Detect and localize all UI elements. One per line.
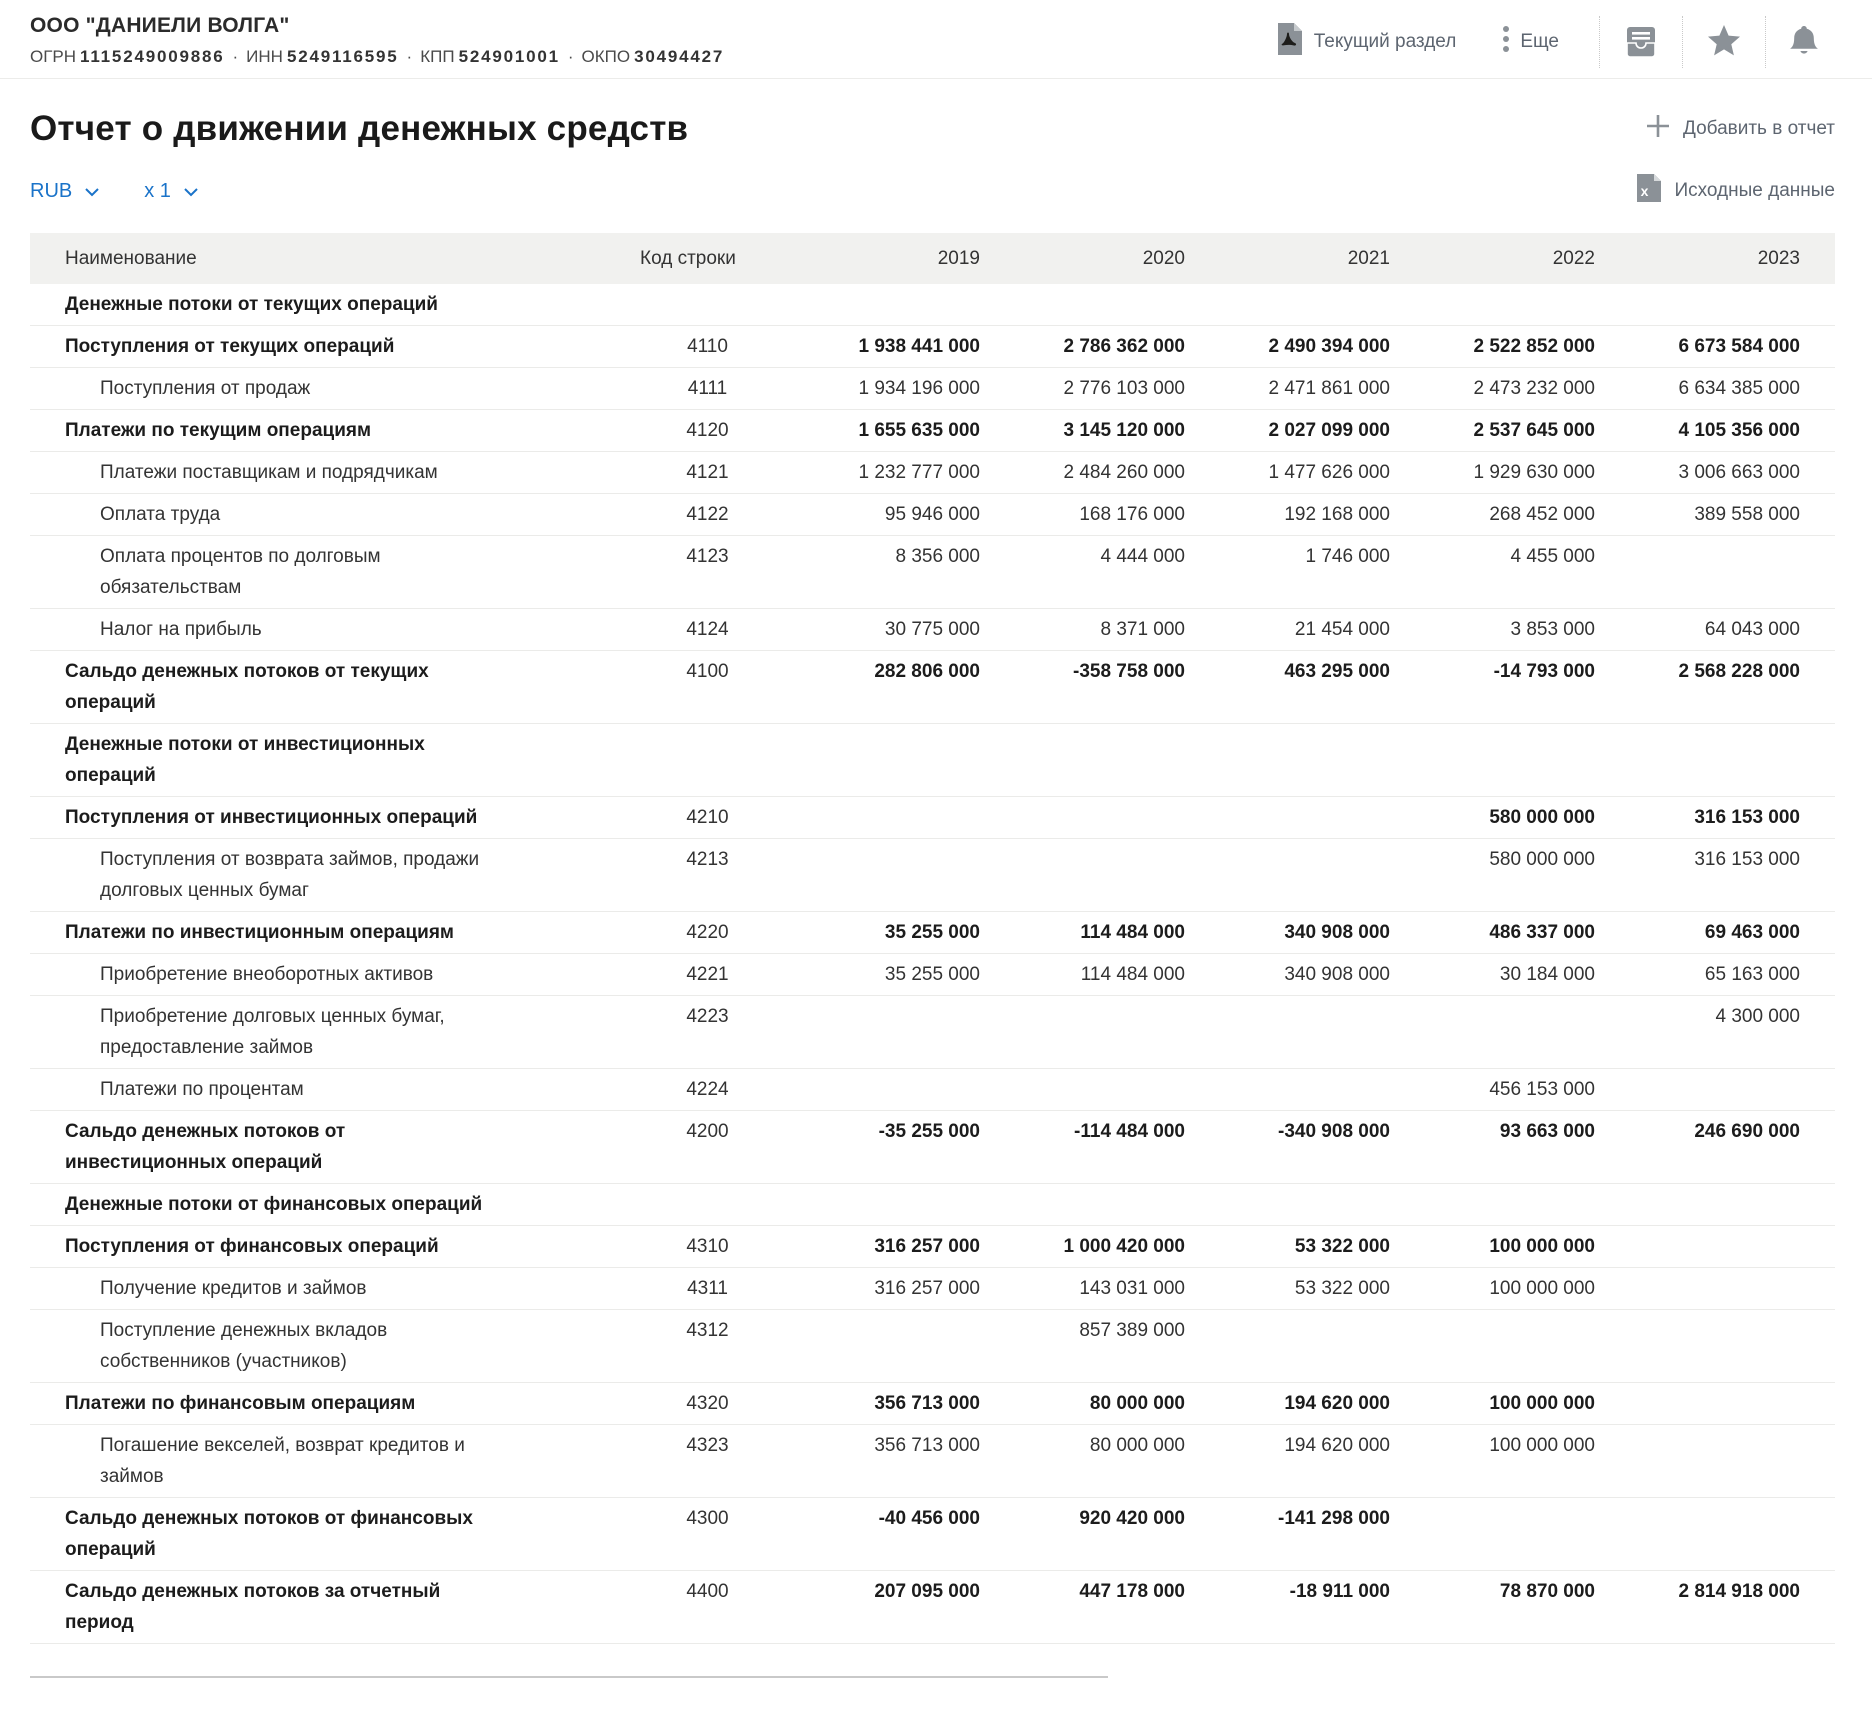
row-value: -358 758 000 [1073, 661, 1185, 682]
row-value: -40 456 000 [878, 1508, 980, 1529]
row-value: 1 232 777 000 [858, 462, 980, 483]
row-value: 8 371 000 [1100, 619, 1185, 640]
row-value: 2 490 394 000 [1268, 336, 1390, 357]
row-value: 114 484 000 [1080, 964, 1185, 985]
registry-value: 30494427 [634, 47, 725, 66]
table-row [30, 368, 1835, 410]
table-row [30, 410, 1835, 452]
row-name: Денежные потоки от текущих операций [65, 294, 438, 315]
row-value: 389 558 000 [1694, 504, 1800, 525]
table-row [30, 651, 1835, 724]
row-name: Платежи поставщикам и подрядчикам [100, 462, 438, 483]
add-to-report-label: Добавить в отчет [1682, 118, 1835, 139]
row-value: 356 713 000 [874, 1393, 980, 1414]
row-name: Денежные потоки от финансовых операций [65, 1194, 483, 1215]
multiplier-value: x 1 [144, 179, 171, 202]
row-code: 4122 [686, 504, 729, 525]
row-name: Получение кредитов и займов [100, 1278, 367, 1299]
row-code: 4221 [686, 964, 729, 985]
column-header-year: 2023 [1757, 248, 1800, 269]
row-value: 340 908 000 [1284, 922, 1390, 943]
row-value: 69 463 000 [1704, 922, 1800, 943]
partial-divider [30, 1676, 1108, 1678]
excel-file-icon [1636, 173, 1662, 209]
row-name: Приобретение внеоборотных активов [100, 964, 434, 985]
row-code: 4320 [686, 1393, 729, 1414]
table-row [30, 839, 1835, 912]
row-name: Оплата процентов по долговым обязательствам [100, 546, 381, 598]
row-value: 340 908 000 [1284, 964, 1390, 985]
table-row [30, 1425, 1835, 1498]
bell-icon [1789, 24, 1819, 61]
chevron-down-icon [183, 180, 199, 203]
row-value: 268 452 000 [1489, 504, 1595, 525]
bell-button[interactable] [1766, 18, 1842, 66]
company-header [30, 14, 724, 67]
registry-label: ИНН [246, 47, 283, 66]
plus-icon [1645, 113, 1671, 145]
row-value: 100 000 000 [1489, 1393, 1595, 1414]
row-name: Поступления от финансовых операций [65, 1236, 439, 1257]
row-value: 93 663 000 [1499, 1121, 1595, 1142]
table-rows [30, 284, 1835, 1644]
table-row [30, 1383, 1835, 1425]
table-row [30, 1268, 1835, 1310]
multiplier-dropdown[interactable] [144, 180, 199, 203]
row-value: 2 471 861 000 [1268, 378, 1390, 399]
row-name: Платежи по процентам [100, 1079, 304, 1100]
row-value: 316 257 000 [874, 1236, 980, 1257]
row-code: 4312 [686, 1320, 729, 1341]
column-header-year: 2022 [1552, 248, 1595, 269]
column-header-year: 2020 [1142, 248, 1185, 269]
row-value: 6 634 385 000 [1678, 378, 1800, 399]
table-row [30, 609, 1835, 651]
row-value: 1 929 630 000 [1473, 462, 1595, 483]
row-code: 4220 [686, 922, 729, 943]
row-value: 6 673 584 000 [1678, 336, 1800, 357]
row-name: Платежи по инвестиционным операциям [65, 922, 454, 943]
table-row [30, 912, 1835, 954]
table-controls [30, 180, 199, 203]
table-row [30, 326, 1835, 368]
row-code: 4121 [686, 462, 729, 483]
star-button[interactable] [1683, 18, 1765, 66]
table-row [30, 954, 1835, 996]
row-name: Сальдо денежных потоков от текущих операций [65, 661, 429, 713]
company-name: ООО "ДАНИЕЛИ ВОЛГА" [30, 14, 290, 37]
table-row [30, 1069, 1835, 1111]
row-value: 80 000 000 [1089, 1393, 1185, 1414]
row-name: Поступления от возврата займов, продажи долговых ценных бумаг [100, 849, 480, 901]
row-value: 194 620 000 [1284, 1435, 1390, 1456]
row-code: 4323 [686, 1435, 729, 1456]
row-name: Оплата труда [100, 504, 221, 525]
table-row [30, 1310, 1835, 1383]
row-code: 4210 [686, 807, 729, 828]
row-code: 4213 [686, 849, 729, 870]
row-value: 2 776 103 000 [1063, 378, 1185, 399]
row-value: 3 006 663 000 [1678, 462, 1800, 483]
row-value: 2 786 362 000 [1063, 336, 1185, 357]
row-value: 2 568 228 000 [1678, 661, 1800, 682]
row-code: 4400 [686, 1581, 729, 1602]
row-value: 282 806 000 [874, 661, 980, 682]
current-section-pdf-button[interactable] [1260, 22, 1471, 62]
separator: · [406, 47, 413, 66]
row-value: 316 153 000 [1694, 807, 1800, 828]
row-value: 192 168 000 [1284, 504, 1390, 525]
row-name: Платежи по текущим операциям [65, 420, 372, 441]
row-value: 194 620 000 [1284, 1393, 1390, 1414]
row-value: 168 176 000 [1079, 504, 1185, 525]
registry-label: ОГРН [30, 47, 77, 66]
section-row [30, 284, 1835, 326]
topbar-actions [1260, 14, 1842, 70]
row-value: 2 814 918 000 [1678, 1581, 1800, 1602]
row-value: 2 522 852 000 [1473, 336, 1595, 357]
table-row [30, 1226, 1835, 1268]
row-value: 53 322 000 [1294, 1236, 1390, 1257]
row-value: 65 163 000 [1704, 964, 1800, 985]
row-value: -114 484 000 [1074, 1121, 1185, 1142]
row-value: 456 153 000 [1489, 1079, 1595, 1100]
row-value: 857 389 000 [1079, 1320, 1185, 1341]
column-header-name: Наименование [65, 248, 197, 269]
row-value: 100 000 000 [1489, 1236, 1595, 1257]
row-value: 2 027 099 000 [1268, 420, 1390, 441]
row-code: 4200 [686, 1121, 729, 1142]
table-row [30, 536, 1835, 609]
row-value: -340 908 000 [1278, 1121, 1390, 1142]
row-code: 4311 [687, 1278, 728, 1299]
row-code: 4223 [686, 1006, 729, 1027]
row-value: 8 356 000 [895, 546, 980, 567]
source-data-button[interactable] [1636, 173, 1835, 209]
row-name: Денежные потоки от инвестиционных операций [65, 734, 425, 786]
row-name: Поступления от продаж [100, 378, 311, 399]
separator: · [232, 47, 239, 66]
row-code: 4224 [686, 1079, 729, 1100]
row-value: 35 255 000 [884, 922, 980, 943]
add-to-report-button[interactable] [1645, 113, 1835, 145]
row-value: 2 473 232 000 [1473, 378, 1595, 399]
table-header [30, 233, 1835, 284]
row-value: -141 298 000 [1278, 1508, 1390, 1529]
row-value: -14 793 000 [1493, 661, 1595, 682]
table-row [30, 1111, 1835, 1184]
table-row [30, 1498, 1835, 1571]
title-row [0, 79, 1872, 149]
section-row [30, 1184, 1835, 1226]
row-name: Поступление денежных вкладов собственников (участников) [100, 1320, 388, 1372]
row-name: Налог на прибыль [100, 619, 262, 640]
row-value: 4 455 000 [1510, 546, 1595, 567]
row-name: Приобретение долговых ценных бумаг, предоставление займов [100, 1006, 445, 1058]
row-value: 1 746 000 [1305, 546, 1390, 567]
row-name: Поступления от текущих операций [65, 336, 395, 357]
row-value: 143 031 000 [1079, 1278, 1185, 1299]
currency-dropdown[interactable] [30, 180, 100, 203]
table-row [30, 797, 1835, 839]
row-value: 1 938 441 000 [858, 336, 980, 357]
row-value: 356 713 000 [874, 1435, 980, 1456]
row-name: Платежи по финансовым операциям [65, 1393, 416, 1414]
row-value: 1 000 420 000 [1063, 1236, 1185, 1257]
controls-row [0, 149, 1872, 233]
row-name: Сальдо денежных потоков от инвестиционных операций [65, 1121, 346, 1173]
more-label: Еще [1520, 31, 1559, 52]
table-row [30, 996, 1835, 1069]
row-code: 4310 [686, 1236, 729, 1257]
inbox-icon [1623, 25, 1659, 60]
row-value: 316 257 000 [874, 1278, 980, 1299]
row-value: 53 322 000 [1294, 1278, 1390, 1299]
inbox-button[interactable] [1600, 18, 1682, 66]
registry-label: КПП [420, 47, 455, 66]
row-name: Сальдо денежных потоков от финансовых операций [65, 1508, 473, 1560]
column-header-code: Код строки [640, 248, 736, 269]
row-value: -18 911 000 [1289, 1581, 1390, 1602]
row-value: 95 946 000 [884, 504, 980, 525]
row-name: Поступления от инвестиционных операций [65, 807, 478, 828]
row-value: 30 775 000 [884, 619, 980, 640]
row-code: 4100 [686, 661, 729, 682]
row-value: 1 934 196 000 [858, 378, 980, 399]
column-header-year: 2019 [937, 248, 980, 269]
row-value: 35 255 000 [884, 964, 980, 985]
row-code: 4124 [686, 619, 729, 640]
registry-value: 5249116595 [286, 47, 399, 66]
current-section-label: Текущий раздел [1313, 31, 1457, 52]
row-code: 4110 [687, 336, 728, 357]
page-title: Отчет о движении денежных средств [30, 109, 689, 148]
row-value: 3 853 000 [1510, 619, 1595, 640]
row-value: 100 000 000 [1489, 1278, 1595, 1299]
source-data-label: Исходные данные [1674, 180, 1835, 201]
row-value: 2 537 645 000 [1473, 420, 1595, 441]
row-value: 920 420 000 [1079, 1508, 1185, 1529]
row-value: 21 454 000 [1294, 619, 1390, 640]
row-value: 463 295 000 [1284, 661, 1390, 682]
row-value: 80 000 000 [1089, 1435, 1185, 1456]
row-value: 316 153 000 [1694, 849, 1800, 870]
row-value: 4 300 000 [1715, 1006, 1800, 1027]
row-value: 100 000 000 [1489, 1435, 1595, 1456]
currency-value: RUB [30, 179, 73, 202]
registry-value: 1115249009886 [80, 47, 225, 66]
row-code: 4300 [686, 1508, 729, 1529]
registry-label: ОКПО [581, 47, 631, 66]
row-name: Сальдо денежных потоков за отчетный период [65, 1581, 441, 1633]
row-value: 3 145 120 000 [1063, 420, 1185, 441]
row-value: 4 105 356 000 [1678, 420, 1800, 441]
row-value: 4 444 000 [1100, 546, 1185, 567]
kebab-menu-icon [1502, 22, 1510, 62]
row-value: 486 337 000 [1489, 922, 1595, 943]
row-value: 78 870 000 [1499, 1581, 1595, 1602]
company-registry-line [30, 47, 724, 67]
table-row [30, 494, 1835, 536]
row-value: 207 095 000 [874, 1581, 980, 1602]
row-value: 64 043 000 [1704, 619, 1800, 640]
row-code: 4123 [686, 546, 729, 567]
row-value: 2 484 260 000 [1063, 462, 1185, 483]
row-value: 1 477 626 000 [1268, 462, 1390, 483]
row-name: Погашение векселей, возврат кредитов и займов [100, 1435, 465, 1487]
table-row [30, 452, 1835, 494]
pdf-file-icon [1274, 22, 1304, 62]
cash-flow-table [30, 233, 1835, 1644]
chevron-down-icon [84, 180, 100, 203]
svg-text:x: x [1641, 183, 1649, 199]
row-value: 447 178 000 [1079, 1581, 1185, 1602]
row-value: 580 000 000 [1489, 807, 1595, 828]
separator: · [567, 47, 574, 66]
registry-value: 524901001 [458, 47, 560, 66]
section-row [30, 724, 1835, 797]
row-value: 246 690 000 [1694, 1121, 1800, 1142]
column-header-year: 2021 [1347, 248, 1390, 269]
row-value: 1 655 635 000 [858, 420, 980, 441]
table-row [30, 1571, 1835, 1644]
row-value: 114 484 000 [1080, 922, 1185, 943]
row-value: -35 255 000 [878, 1121, 980, 1142]
row-code: 4120 [686, 420, 729, 441]
star-icon [1706, 24, 1742, 61]
more-button[interactable] [1488, 22, 1573, 62]
row-value: 580 000 000 [1489, 849, 1595, 870]
row-code: 4111 [687, 378, 728, 399]
top-bar [0, 0, 1872, 79]
row-value: 30 184 000 [1499, 964, 1595, 985]
